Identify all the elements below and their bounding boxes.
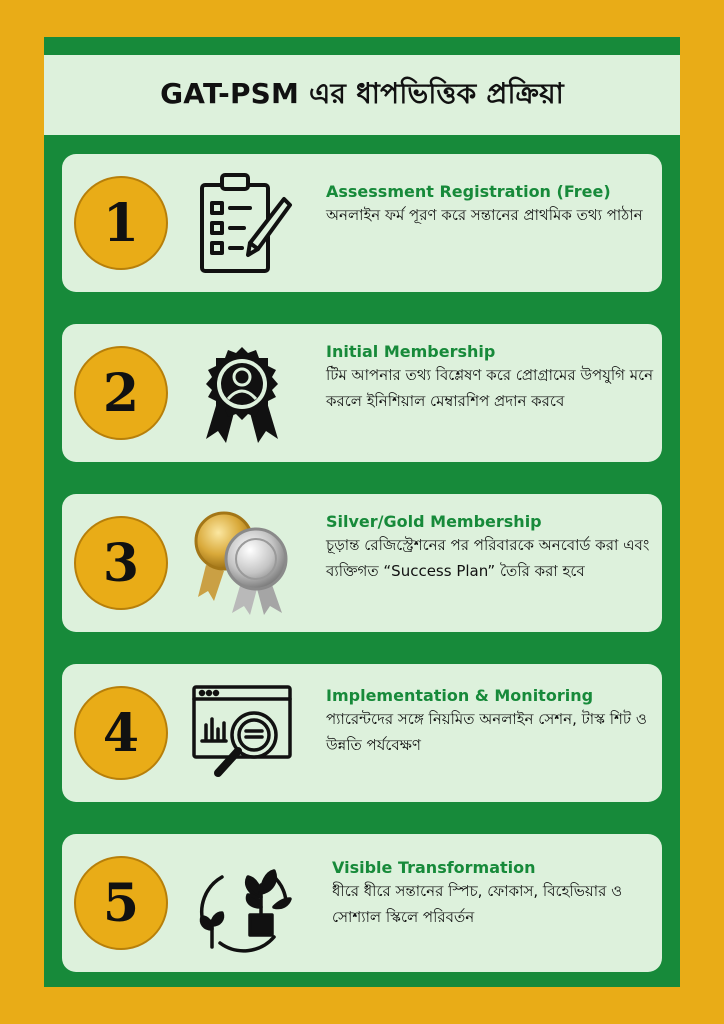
clipboard-checklist-icon	[188, 169, 296, 277]
step-number-badge: 1	[74, 176, 168, 270]
step-card-4	[62, 664, 662, 802]
step-number-badge: 5	[74, 856, 168, 950]
step-card-3	[62, 494, 662, 632]
infographic-frame	[44, 37, 680, 987]
step-description: প্যারেন্টদের সঙ্গে নিয়মিত অনলাইন সেশন, টাস্ক শিট ও উন্নতি পর্যবেক্ষণ	[326, 710, 647, 754]
step-description: অনলাইন ফর্ম পূরণ করে সন্তানের প্রাথমিক তথ্য পাঠান	[326, 206, 643, 224]
step-card-5	[62, 834, 662, 972]
badge-ribbon-icon	[188, 339, 296, 447]
step-text	[326, 512, 656, 584]
monitoring-magnifier-icon	[188, 679, 296, 787]
step-description: ধীরে ধীরে সন্তানের স্পিচ, ফোকাস, বিহেভিয়ার ও সোশ্যাল স্কিলে পরিবর্তন	[332, 882, 623, 926]
title-bar	[44, 55, 680, 135]
step-description: টিম আপনার তথ্য বিশ্লেষণ করে প্রোগ্রামের উপযুগি মনে করলে ইনিশিয়াল মেম্বারশিপ প্রদান করবে	[326, 366, 654, 410]
step-number-badge: 4	[74, 686, 168, 780]
step-card-1	[62, 154, 662, 292]
step-number-badge: 2	[74, 346, 168, 440]
step-title: Initial Membership	[326, 342, 496, 361]
growth-cycle-plant-icon	[188, 849, 296, 957]
step-title: Assessment Registration (Free)	[326, 182, 611, 201]
step-text	[332, 858, 662, 930]
step-text	[326, 182, 656, 228]
step-description: চূড়ান্ত রেজিস্ট্রেশনের পর পরিবারকে অনবোর্ড করা এবং ব্যক্তিগত “Success Plan” তৈরি করা হবে	[326, 536, 650, 580]
step-title: Implementation & Monitoring	[326, 686, 594, 705]
step-title: Silver/Gold Membership	[326, 512, 542, 531]
step-text	[326, 686, 656, 758]
page-title: GAT-PSM এর ধাপভিত্তিক প্রক্রিয়া	[160, 76, 564, 110]
step-text	[326, 342, 656, 414]
step-card-2	[62, 324, 662, 462]
step-title: Visible Transformation	[332, 858, 536, 877]
step-number-badge: 3	[74, 516, 168, 610]
medals-icon	[188, 509, 296, 617]
